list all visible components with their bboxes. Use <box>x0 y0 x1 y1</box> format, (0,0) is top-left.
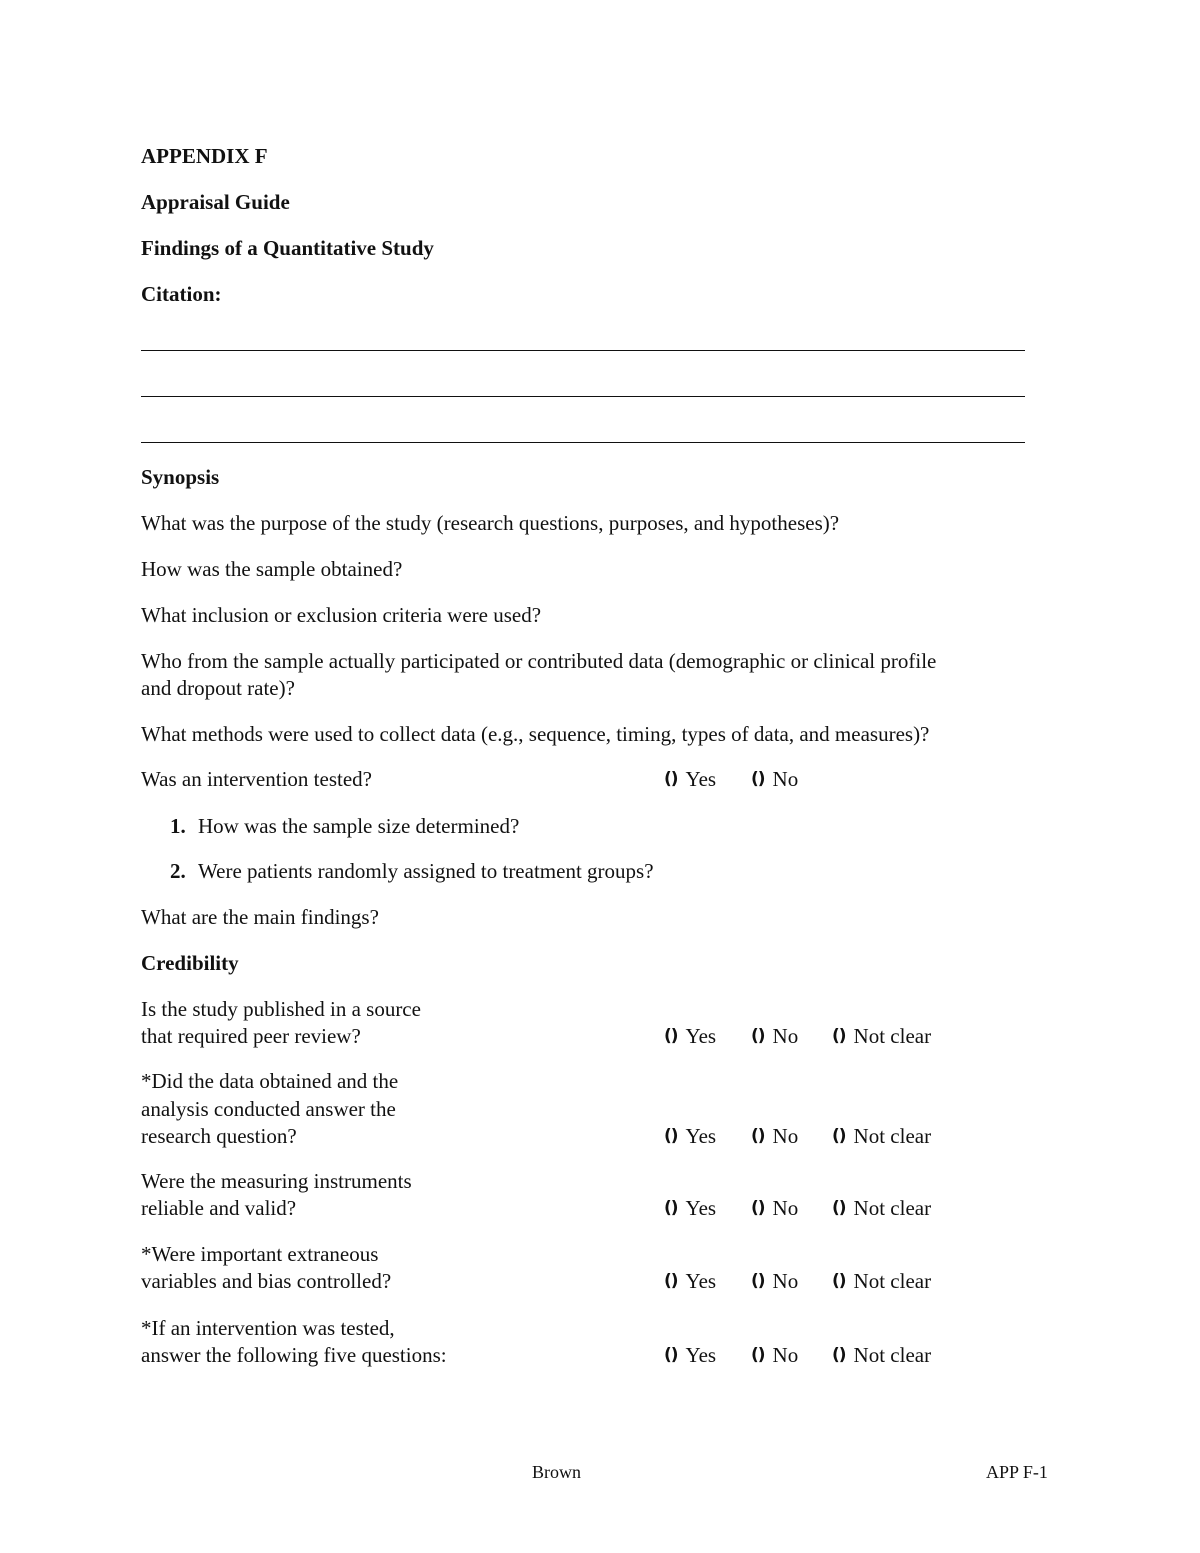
checkbox-icon[interactable]: () <box>751 1026 765 1046</box>
q4-not-clear-option[interactable] <box>832 1268 931 1295</box>
option-label: No <box>772 1343 799 1367</box>
credibility-q3-line1: Were the measuring instruments <box>141 1169 412 1193</box>
question-intervention: Was an intervention tested? <box>141 767 372 791</box>
credibility-q4-line1: *Were important extraneous <box>141 1242 379 1266</box>
q3-not-clear-option[interactable] <box>832 1195 931 1222</box>
q2-yes-option[interactable] <box>664 1123 716 1150</box>
checkbox-icon[interactable]: () <box>664 1198 678 1218</box>
citation-line-2[interactable] <box>141 396 1025 397</box>
q1-yes-option[interactable] <box>664 1023 716 1050</box>
option-label: Not clear <box>853 1024 932 1048</box>
q4-yes-option[interactable] <box>664 1268 716 1295</box>
option-label: Not clear <box>853 1343 932 1367</box>
checkbox-icon[interactable]: () <box>751 1126 765 1146</box>
credibility-q4-line2: variables and bias controlled? <box>141 1269 392 1293</box>
option-label: No <box>772 1196 799 1220</box>
option-label: No <box>772 1124 799 1148</box>
q2-no-option[interactable] <box>751 1123 798 1150</box>
checkbox-icon[interactable]: () <box>832 1345 846 1365</box>
credibility-q2-line1: *Did the data obtained and the <box>141 1069 399 1093</box>
footer-author: Brown <box>532 1462 581 1482</box>
checkbox-icon[interactable]: () <box>664 1026 678 1046</box>
q5-no-option[interactable] <box>751 1342 798 1369</box>
checkbox-icon[interactable]: () <box>664 769 678 789</box>
question-criteria: What inclusion or exclusion criteria were used? <box>141 603 542 627</box>
citation-line-1[interactable] <box>141 350 1025 351</box>
q5-yes-option[interactable] <box>664 1342 716 1369</box>
sub-item-2 <box>170 858 654 885</box>
option-label: Not clear <box>853 1124 932 1148</box>
credibility-q1-line2: that required peer review? <box>141 1024 361 1048</box>
checkbox-icon[interactable]: () <box>664 1126 678 1146</box>
sub-item-1 <box>170 813 519 840</box>
question-participated-line2: and dropout rate)? <box>141 676 295 700</box>
credibility-q1-line1: Is the study published in a source <box>141 997 421 1021</box>
citation-line-3[interactable] <box>141 442 1025 443</box>
question-findings: What are the main findings? <box>141 905 379 929</box>
credibility-q2-line2: analysis conducted answer the <box>141 1097 396 1121</box>
sub-item-text: Were patients randomly assigned to treatment groups? <box>198 859 654 883</box>
checkbox-icon[interactable]: () <box>751 1198 765 1218</box>
checkbox-icon[interactable]: () <box>832 1198 846 1218</box>
q3-yes-option[interactable] <box>664 1195 716 1222</box>
checkbox-icon[interactable]: () <box>832 1271 846 1291</box>
question-participated-line1: Who from the sample actually participated or contributed data (demographic or clinical profile <box>141 649 937 673</box>
q3-no-option[interactable] <box>751 1195 798 1222</box>
citation-label: Citation: <box>141 282 222 306</box>
footer-page-number: APP F-1 <box>986 1462 1048 1482</box>
q5-not-clear-option[interactable] <box>832 1342 931 1369</box>
q1-no-option[interactable] <box>751 1023 798 1050</box>
sub-item-number: 1. <box>170 814 186 838</box>
synopsis-heading: Synopsis <box>141 465 220 489</box>
credibility-q5-line1: *If an intervention was tested, <box>141 1316 395 1340</box>
study-subtitle: Findings of a Quantitative Study <box>141 236 434 260</box>
guide-title: Appraisal Guide <box>141 190 290 214</box>
checkbox-icon[interactable]: () <box>832 1126 846 1146</box>
option-label: Not clear <box>853 1196 932 1220</box>
credibility-q2-line3: research question? <box>141 1124 297 1148</box>
credibility-q5-line2: answer the following five questions: <box>141 1343 447 1367</box>
q2-not-clear-option[interactable] <box>832 1123 931 1150</box>
option-label: No <box>772 767 799 791</box>
question-sample: How was the sample obtained? <box>141 557 403 581</box>
sub-item-text: How was the sample size determined? <box>198 814 520 838</box>
intervention-no-option[interactable] <box>751 766 798 793</box>
option-label: Not clear <box>853 1269 932 1293</box>
option-label: Yes <box>685 1196 717 1220</box>
question-methods: What methods were used to collect data (e.g., sequence, timing, types of data, and measures)? <box>141 722 930 746</box>
checkbox-icon[interactable]: () <box>664 1271 678 1291</box>
option-label: Yes <box>685 1124 717 1148</box>
sub-item-number: 2. <box>170 859 186 883</box>
credibility-heading: Credibility <box>141 951 239 975</box>
option-label: Yes <box>685 1024 717 1048</box>
appendix-title: APPENDIX F <box>141 144 268 168</box>
option-label: No <box>772 1269 799 1293</box>
option-label: Yes <box>685 1269 717 1293</box>
checkbox-icon[interactable]: () <box>832 1026 846 1046</box>
option-label: Yes <box>685 1343 717 1367</box>
q1-not-clear-option[interactable] <box>832 1023 931 1050</box>
option-label: No <box>772 1024 799 1048</box>
question-purpose: What was the purpose of the study (research questions, purposes, and hypotheses)? <box>141 511 840 535</box>
q4-no-option[interactable] <box>751 1268 798 1295</box>
checkbox-icon[interactable]: () <box>664 1345 678 1365</box>
checkbox-icon[interactable]: () <box>751 1271 765 1291</box>
checkbox-icon[interactable]: () <box>751 1345 765 1365</box>
checkbox-icon[interactable]: () <box>751 769 765 789</box>
option-label: Yes <box>685 767 717 791</box>
intervention-yes-option[interactable] <box>664 766 716 793</box>
credibility-q3-line2: reliable and valid? <box>141 1196 297 1220</box>
